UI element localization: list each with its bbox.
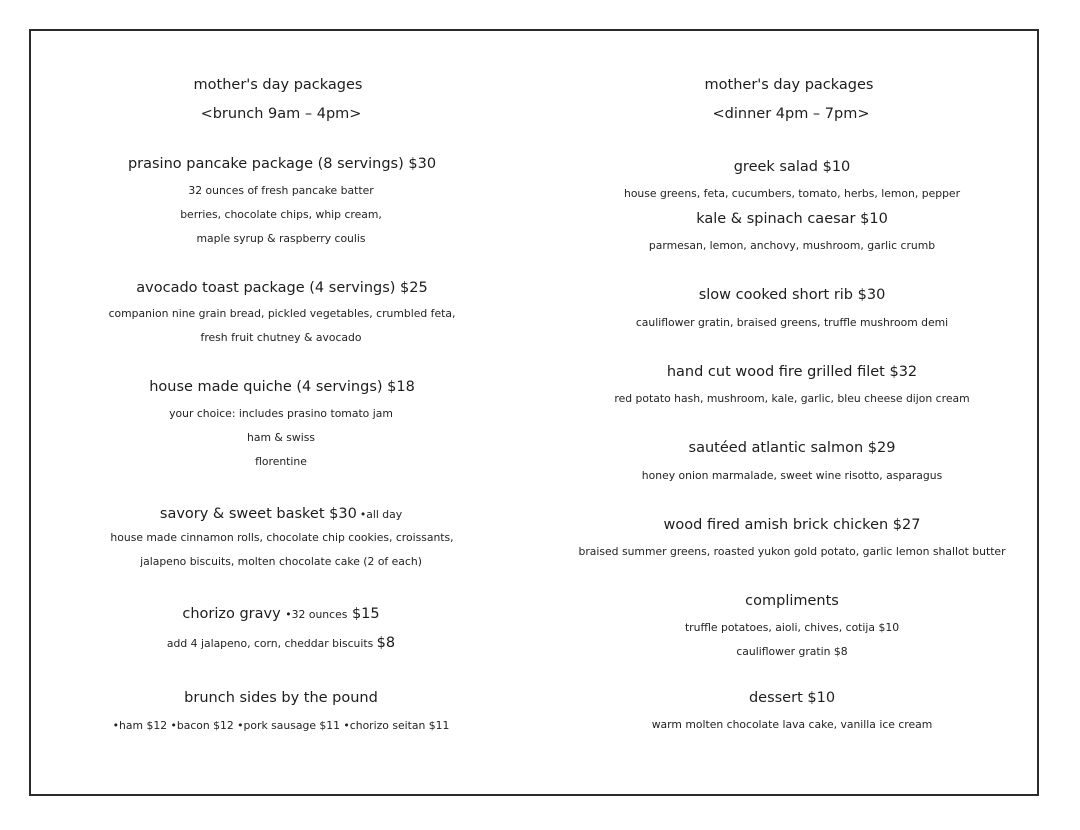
filet-title: hand cut wood fire grilled filet $32 <box>666 364 918 380</box>
greek-salad-detail: house greens, feta, cucumbers, tomato, herbs, lemon, pepper <box>623 187 961 200</box>
dessert-title: dessert $10 <box>748 690 836 706</box>
short-rib-title: slow cooked short rib $30 <box>698 287 886 303</box>
avocado-detail: companion nine grain bread, pickled vegetables, crumbled feta, <box>108 307 456 320</box>
avocado-detail: fresh fruit chutney & avocado <box>200 331 362 344</box>
salmon-detail: honey onion marmalade, sweet wine risotto, asparagus <box>641 469 943 482</box>
chicken-title: wood fired amish brick chicken $27 <box>663 517 921 533</box>
caesar-detail: parmesan, lemon, anchovy, mushroom, garlic crumb <box>648 239 936 252</box>
caesar-title: kale & spinach caesar $10 <box>696 211 888 227</box>
gravy-price: $15 <box>347 606 380 622</box>
pancake-detail: 32 ounces of fresh pancake batter <box>188 184 374 197</box>
dinner-header-title: mother's day packages <box>704 77 874 93</box>
brunch-sides-list: •ham $12 •bacon $12 •pork sausage $11 •chorizo seitan $11 <box>112 719 450 732</box>
compliments-detail: cauliflower gratin $8 <box>736 645 848 658</box>
brunch-header-title: mother's day packages <box>193 77 363 93</box>
basket-title-row <box>160 503 402 522</box>
quiche-detail: your choice: includes prasino tomato jam <box>169 407 393 420</box>
gravy-addon: add 4 jalapeno, corn, cheddar biscuits <box>166 637 377 650</box>
salmon-title: sautéed atlantic salmon $29 <box>688 440 896 456</box>
gravy-addon-row <box>167 632 395 651</box>
avocado-toast-title: avocado toast package (4 servings) $25 <box>136 280 428 296</box>
compliments-detail: truffle potatoes, aioli, chives, cotija $10 <box>684 621 900 634</box>
short-rib-detail: cauliflower gratin, braised greens, truffle mushroom demi <box>635 316 949 329</box>
pancake-package-title: prasino pancake package (8 servings) $30 <box>127 156 437 172</box>
basket-title: savory & sweet basket $30 <box>159 506 357 522</box>
pancake-detail: berries, chocolate chips, whip cream, <box>180 208 382 221</box>
filet-detail: red potato hash, mushroom, kale, garlic, bleu cheese dijon cream <box>614 392 970 405</box>
chicken-detail: braised summer greens, roasted yukon gold potato, garlic lemon shallot butter <box>578 545 1006 558</box>
basket-note: •all day <box>359 508 403 521</box>
dinner-header-hours: <dinner 4pm – 7pm> <box>712 106 870 122</box>
brunch-header-hours: <brunch 9am – 4pm> <box>200 106 362 122</box>
brunch-sides-title: brunch sides by the pound <box>184 690 378 706</box>
quiche-detail: florentine <box>255 455 307 468</box>
quiche-title: house made quiche (4 servings) $18 <box>149 379 415 395</box>
dessert-detail: warm molten chocolate lava cake, vanilla ice cream <box>651 718 933 731</box>
gravy-title: chorizo gravy <box>182 606 286 622</box>
basket-detail: house made cinnamon rolls, chocolate chip cookies, croissants, <box>110 531 454 544</box>
gravy-title-row <box>182 603 379 622</box>
quiche-detail: ham & swiss <box>247 431 315 444</box>
greek-salad-title: greek salad $10 <box>733 159 851 175</box>
gravy-addon-price: $8 <box>376 635 396 651</box>
gravy-note: •32 ounces <box>285 608 348 621</box>
pancake-detail: maple syrup & raspberry coulis <box>196 232 366 245</box>
compliments-title: compliments <box>745 593 839 609</box>
basket-detail: jalapeno biscuits, molten chocolate cake (2 of each) <box>140 555 422 568</box>
